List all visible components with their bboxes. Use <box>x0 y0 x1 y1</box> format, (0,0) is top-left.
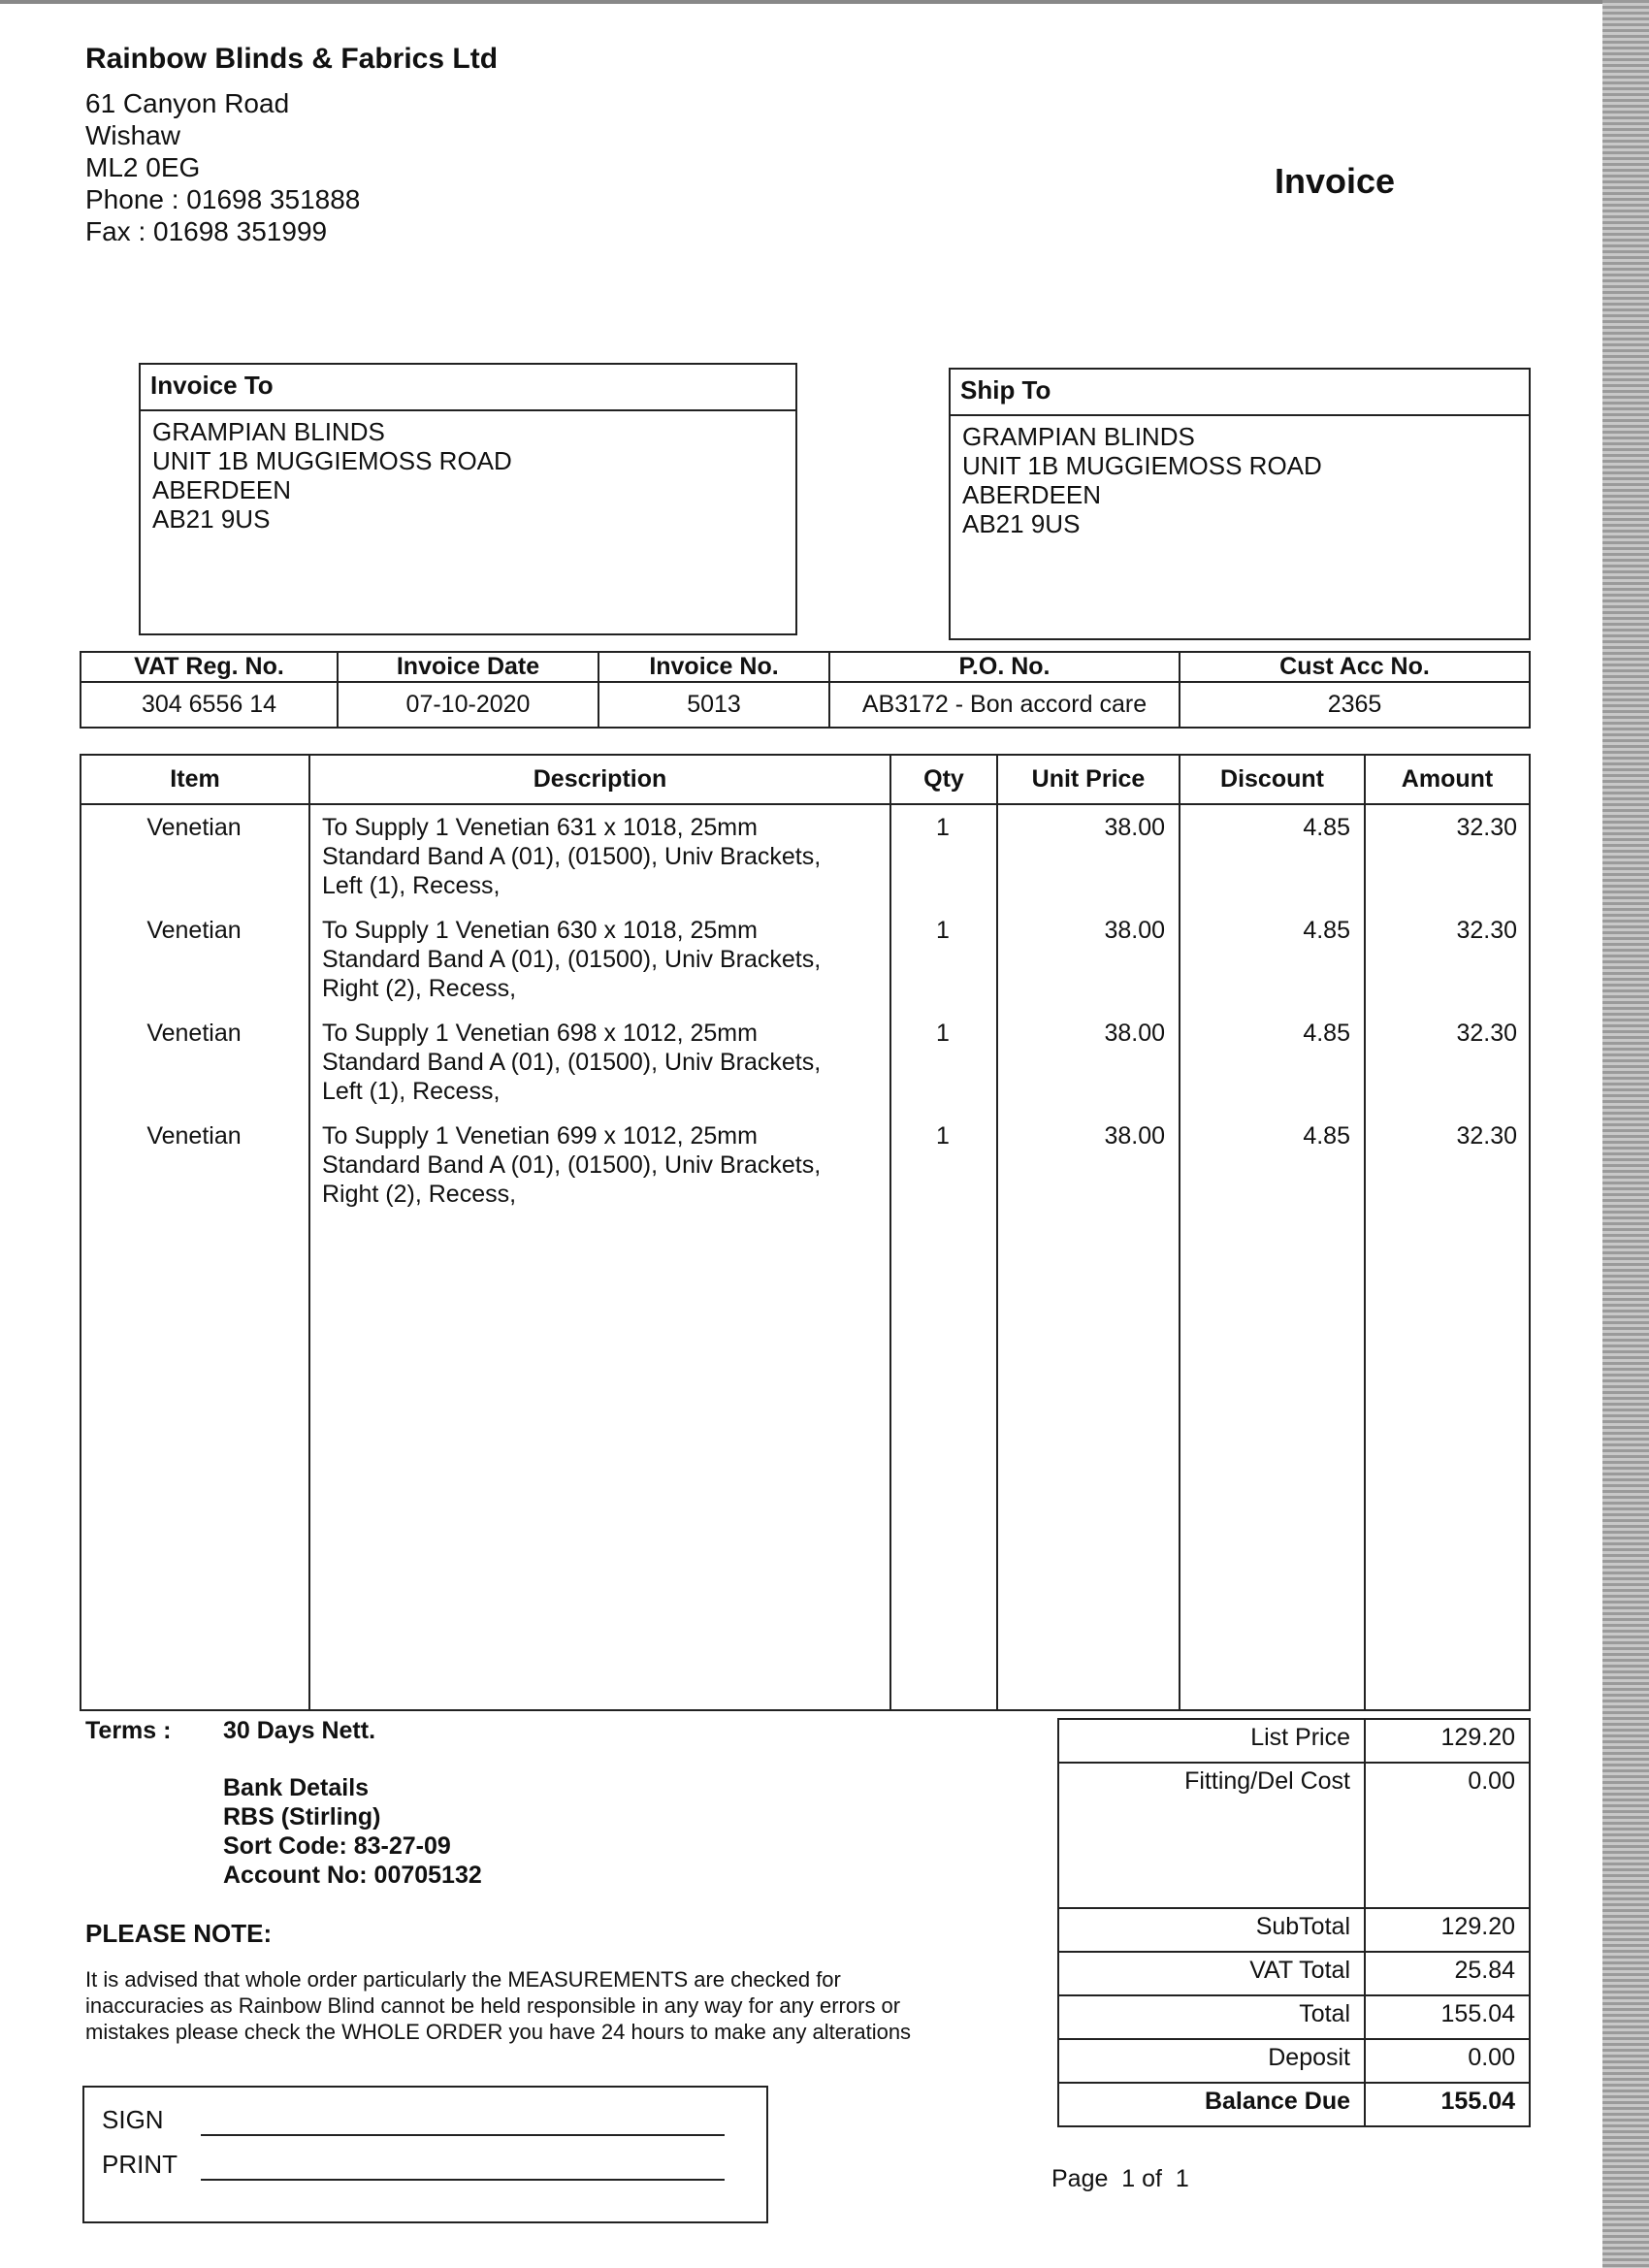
item-discount: 4.85 <box>1303 1122 1350 1150</box>
invoice-to-box <box>139 363 797 635</box>
item-amount: 32.30 <box>1456 1122 1517 1150</box>
item-name: Venetian <box>146 1020 242 1047</box>
totals-value: 155.04 <box>1365 1995 1530 2039</box>
description-line: To Supply 1 Venetian 630 x 1018, 25mm <box>322 917 758 944</box>
totals-label: List Price <box>1058 1719 1365 1763</box>
totals-value: 25.84 <box>1365 1952 1530 1995</box>
note-line: It is advised that whole order particularly the MEASUREMENTS are checked for <box>85 1967 841 1992</box>
totals-row <box>1058 2083 1530 2126</box>
signature-box <box>82 2086 768 2223</box>
bank-name: RBS (Stirling) <box>223 1803 381 1831</box>
totals-row <box>1058 1908 1530 1952</box>
table-row <box>80 1114 1531 1216</box>
note-title: PLEASE NOTE: <box>85 1919 273 1948</box>
company-address <box>85 87 360 247</box>
item-amount: 32.30 <box>1456 814 1517 841</box>
print-field[interactable] <box>201 2179 725 2181</box>
item-amount: 32.30 <box>1456 917 1517 944</box>
terms-label: Terms : <box>85 1717 172 1744</box>
totals-label: Fitting/Del Cost <box>1058 1763 1365 1908</box>
item-description <box>308 908 889 1011</box>
address-line: GRAMPIAN BLINDS <box>152 417 385 446</box>
item-rows <box>80 805 1531 1216</box>
item-unit-price: 38.00 <box>1104 1122 1165 1150</box>
sign-label: SIGN <box>102 2105 164 2134</box>
item-amount: 32.30 <box>1456 1020 1517 1047</box>
header-cust-acc: Cust Acc No. <box>1180 652 1530 682</box>
description-line: To Supply 1 Venetian 631 x 1018, 25mm <box>322 814 758 841</box>
header-description: Description <box>309 755 890 804</box>
item-description <box>308 805 889 908</box>
sort-code: Sort Code: 83-27-09 <box>223 1832 451 1860</box>
totals-value: 0.00 <box>1365 1763 1530 1908</box>
totals-row <box>1058 1719 1530 1763</box>
table-row <box>80 805 1531 908</box>
invoice-no: 5013 <box>598 682 829 728</box>
note-line: inaccuracies as Rainbow Blind cannot be held responsible in any way for any errors or <box>85 1993 901 2018</box>
ship-to-box <box>949 368 1531 640</box>
header-discount: Discount <box>1180 755 1365 804</box>
item-qty: 1 <box>936 917 950 944</box>
totals-label: Balance Due <box>1058 2083 1365 2126</box>
address-line: UNIT 1B MUGGIEMOSS ROAD <box>152 446 512 475</box>
item-unit-price: 38.00 <box>1104 1020 1165 1047</box>
bank-details <box>223 1773 482 1890</box>
totals-value: 0.00 <box>1365 2039 1530 2083</box>
scan-edge-top <box>0 0 1602 4</box>
header-qty: Qty <box>890 755 997 804</box>
address-line: ABERDEEN <box>152 475 292 504</box>
account-no: Account No: 00705132 <box>223 1862 482 1889</box>
header-vat: VAT Reg. No. <box>81 652 338 682</box>
totals-label: SubTotal <box>1058 1908 1365 1952</box>
description-line: Right (2), Recess, <box>322 975 517 1002</box>
header-po: P.O. No. <box>829 652 1180 682</box>
item-discount: 4.85 <box>1303 814 1350 841</box>
print-label: PRINT <box>102 2150 178 2179</box>
header-item: Item <box>81 755 309 804</box>
header-invoice-no: Invoice No. <box>598 652 829 682</box>
bank-heading: Bank Details <box>223 1774 370 1801</box>
invoice-date: 07-10-2020 <box>338 682 598 728</box>
scan-edge-right <box>1602 0 1649 2268</box>
item-discount: 4.85 <box>1303 1020 1350 1047</box>
document-title: Invoice <box>1275 161 1396 201</box>
invoice-meta-table <box>80 651 1531 729</box>
description-line: To Supply 1 Venetian 699 x 1012, 25mm <box>322 1122 758 1150</box>
phone: Phone : 01698 351888 <box>85 184 361 214</box>
description-line: Right (2), Recess, <box>322 1181 517 1208</box>
item-discount: 4.85 <box>1303 917 1350 944</box>
description-line: To Supply 1 Venetian 698 x 1012, 25mm <box>322 1020 758 1047</box>
table-row <box>80 908 1531 1011</box>
description-line: Standard Band A (01), (01500), Univ Brackets, <box>322 843 822 870</box>
address-line: GRAMPIAN BLINDS <box>962 422 1195 451</box>
table-row <box>80 1011 1531 1114</box>
totals-row <box>1058 2039 1530 2083</box>
description-line: Standard Band A (01), (01500), Univ Brackets, <box>322 1151 822 1179</box>
totals-label: Total <box>1058 1995 1365 2039</box>
item-description <box>308 1114 889 1216</box>
item-qty: 1 <box>936 814 950 841</box>
totals-label: Deposit <box>1058 2039 1365 2083</box>
description-line: Standard Band A (01), (01500), Univ Brackets, <box>322 946 822 973</box>
address-line: ABERDEEN <box>962 480 1102 509</box>
item-name: Venetian <box>146 1122 242 1150</box>
address-line: ML2 0EG <box>85 152 201 182</box>
address-line: AB21 9US <box>152 504 271 534</box>
po-no: AB3172 - Bon accord care <box>829 682 1180 728</box>
fax: Fax : 01698 351999 <box>85 216 328 246</box>
item-name: Venetian <box>146 814 242 841</box>
header-amount: Amount <box>1365 755 1530 804</box>
cust-acc-no: 2365 <box>1180 682 1530 728</box>
description-line: Left (1), Recess, <box>322 1078 501 1105</box>
address-line: Wishaw <box>85 120 181 150</box>
sign-field[interactable] <box>201 2134 725 2136</box>
totals-row <box>1058 1995 1530 2039</box>
item-unit-price: 38.00 <box>1104 814 1165 841</box>
note-text <box>85 1966 911 2045</box>
vat-reg-no: 304 6556 14 <box>81 682 338 728</box>
item-description <box>308 1011 889 1114</box>
page-number: Page 1 of 1 <box>1051 2165 1189 2192</box>
header-unit-price: Unit Price <box>997 755 1180 804</box>
item-unit-price: 38.00 <box>1104 917 1165 944</box>
totals-value: 129.20 <box>1365 1719 1530 1763</box>
company-name: Rainbow Blinds & Fabrics Ltd <box>85 43 499 75</box>
address-line: UNIT 1B MUGGIEMOSS ROAD <box>962 451 1322 480</box>
totals-row <box>1058 1952 1530 1995</box>
item-qty: 1 <box>936 1122 950 1150</box>
terms-value: 30 Days Nett. <box>223 1717 376 1744</box>
totals-row <box>1058 1763 1530 1908</box>
header-date: Invoice Date <box>338 652 598 682</box>
invoice-to-label: Invoice To <box>141 365 795 411</box>
item-qty: 1 <box>936 1020 950 1047</box>
note-line: mistakes please check the WHOLE ORDER you have 24 hours to make any alterations <box>85 2020 912 2044</box>
address-line: 61 Canyon Road <box>85 88 290 118</box>
totals-value: 155.04 <box>1365 2083 1530 2126</box>
totals-label: VAT Total <box>1058 1952 1365 1995</box>
description-line: Standard Band A (01), (01500), Univ Brackets, <box>322 1049 822 1076</box>
description-line: Left (1), Recess, <box>322 872 501 899</box>
item-name: Venetian <box>146 917 242 944</box>
totals-value: 129.20 <box>1365 1908 1530 1952</box>
address-line: AB21 9US <box>962 509 1081 538</box>
ship-to-label: Ship To <box>951 370 1529 416</box>
totals-table <box>1057 1718 1531 2127</box>
